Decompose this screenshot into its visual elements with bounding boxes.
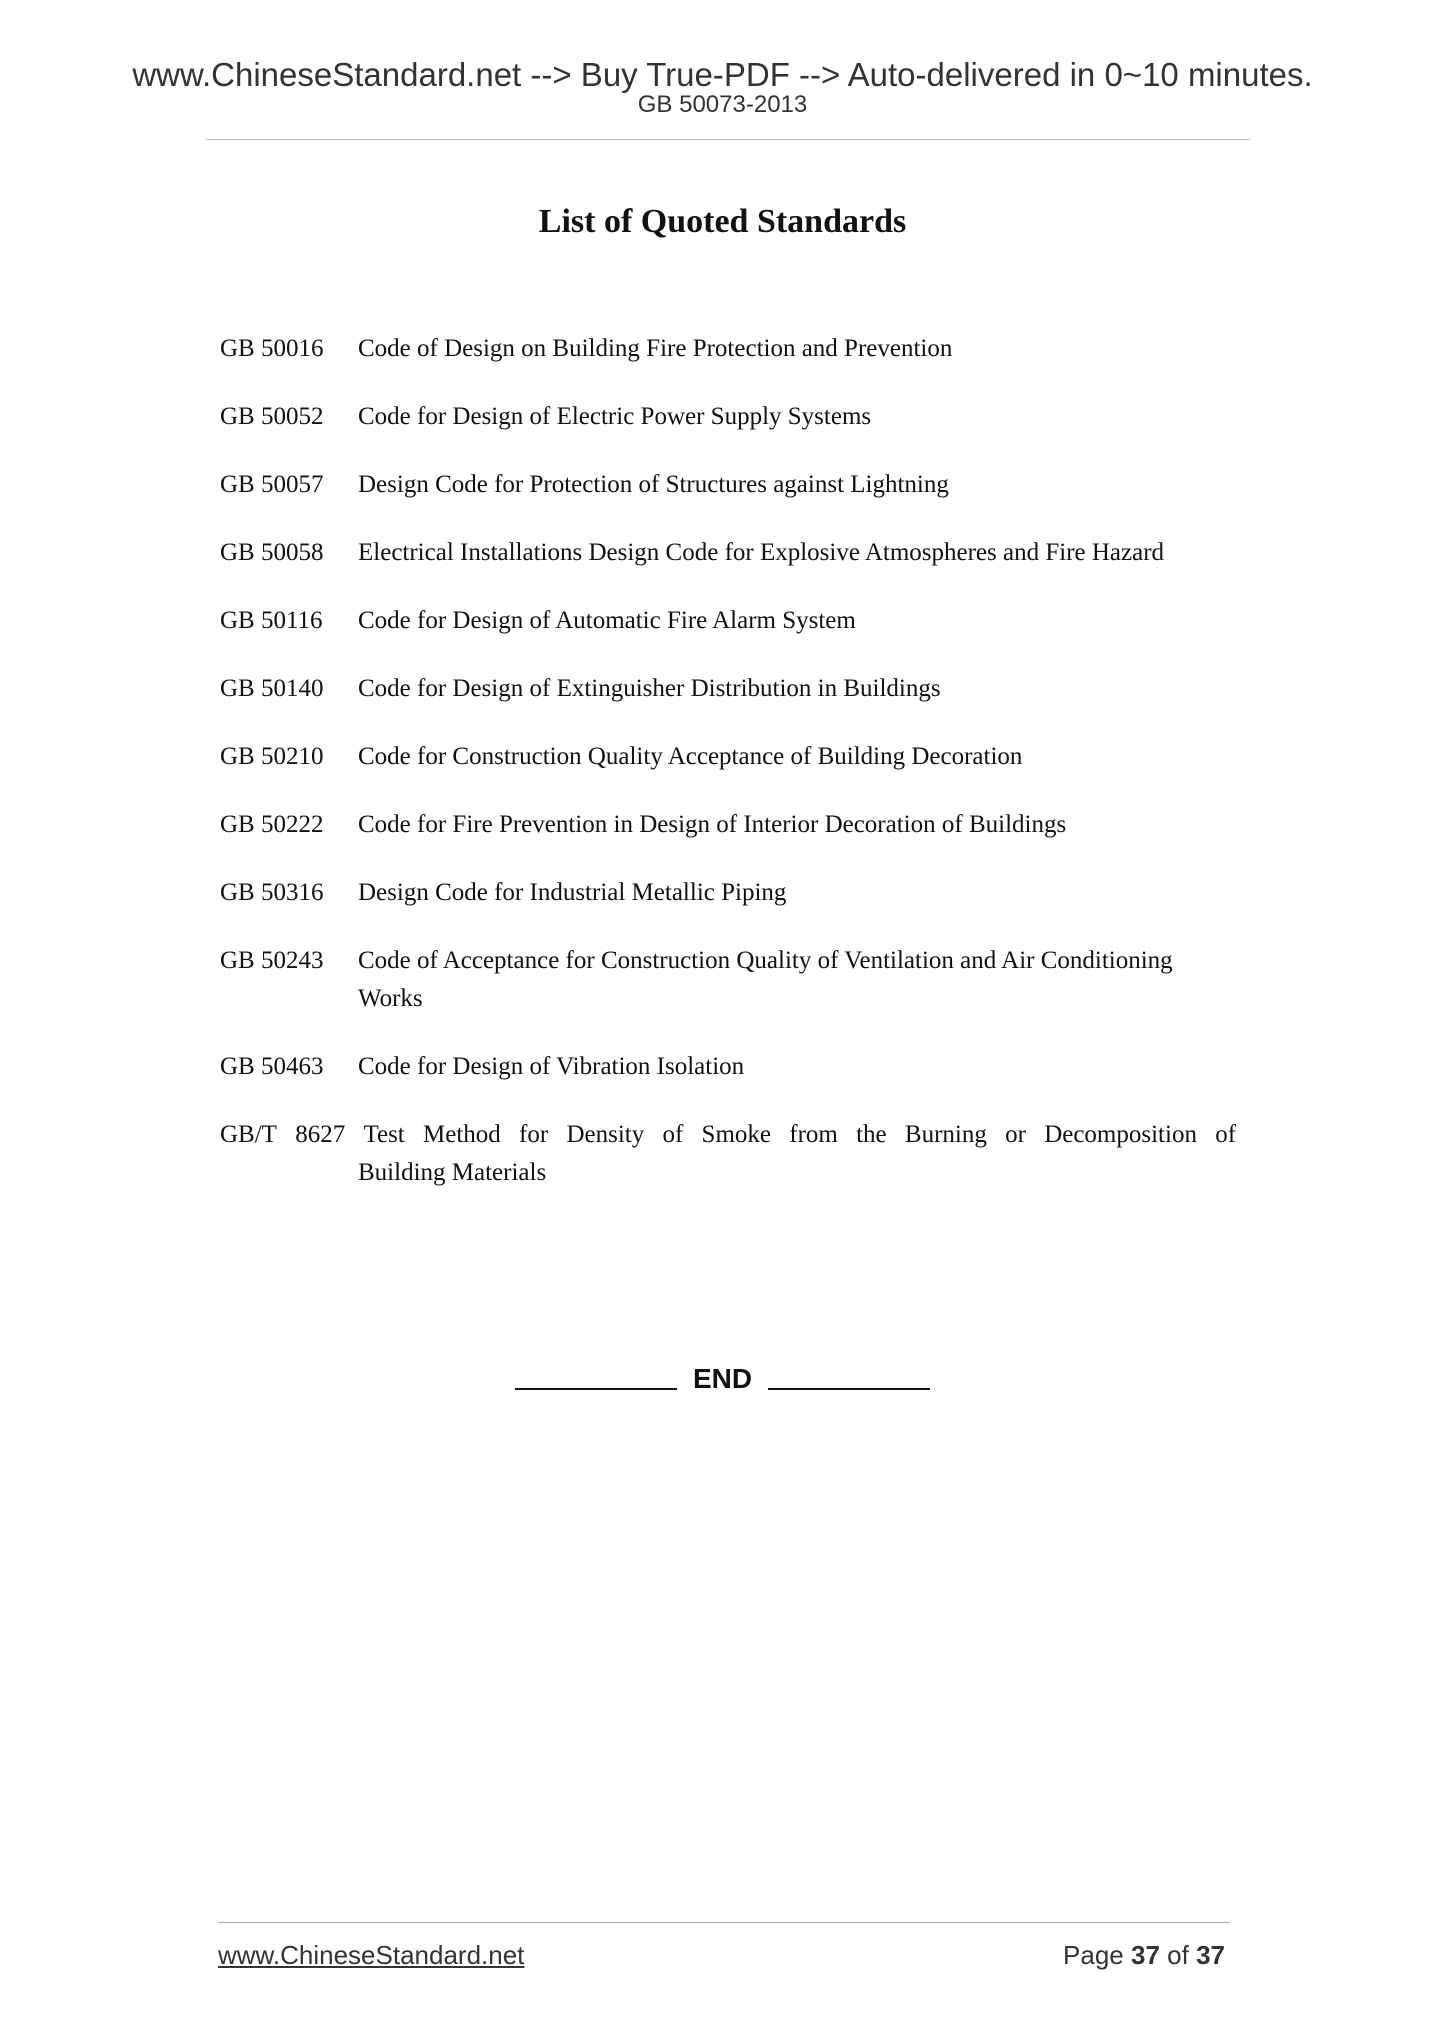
standard-entry xyxy=(220,806,1236,844)
standard-entry xyxy=(220,602,1236,640)
standard-entry xyxy=(220,670,1236,708)
standard-title: Code for Design of Automatic Fire Alarm System xyxy=(358,607,856,634)
standard-entry xyxy=(220,466,1236,504)
title-word: Smoke xyxy=(701,1121,771,1148)
standard-code: GB 50052 xyxy=(220,403,324,430)
standard-code: GB 50210 xyxy=(220,743,324,770)
title-word: Decomposition xyxy=(1044,1121,1197,1148)
footer-divider xyxy=(218,1922,1230,1923)
title-word: from xyxy=(789,1121,838,1148)
standard-entry xyxy=(220,1048,1236,1086)
standard-title: Code for Design of Vibration Isolation xyxy=(358,1053,745,1080)
quoted-standards-list xyxy=(220,330,1236,1192)
page-of: of xyxy=(1167,1940,1189,1970)
standard-entry xyxy=(220,874,1236,912)
standard-title: Code of Acceptance for Construction Quality of Ventilation and Air Conditioning Works xyxy=(358,947,1173,1012)
standard-title: Code of Design on Building Fire Protection and Prevention xyxy=(358,335,953,362)
standard-code: GB 50116 xyxy=(220,607,323,634)
title-word: Method xyxy=(423,1121,501,1148)
standard-code: GB 50222 xyxy=(220,811,324,838)
standard-title: Design Code for Industrial Metallic Piping xyxy=(358,879,787,906)
page-title: List of Quoted Standards xyxy=(538,203,907,240)
standard-title: Code for Fire Prevention in Design of Interior Decoration of Buildings xyxy=(358,811,1067,838)
title-word: of xyxy=(662,1121,684,1148)
standard-code: GB 50243 xyxy=(220,947,324,974)
standard-code-prefix: GB/T xyxy=(220,1121,277,1148)
document-code: GB 50073-2013 xyxy=(637,91,808,118)
page-label: Page xyxy=(1063,1940,1124,1970)
standard-title: Code for Design of Electric Power Supply Systems xyxy=(358,403,872,430)
standard-entry xyxy=(220,534,1236,572)
standard-code: GB 50058 xyxy=(220,539,324,566)
page-total: 37 xyxy=(1196,1940,1225,1970)
standard-code: GB 50057 xyxy=(220,471,324,498)
standard-entry xyxy=(220,942,1236,1018)
end-rule-left xyxy=(515,1388,677,1390)
standard-justified-line xyxy=(220,1116,1236,1154)
end-rule-right xyxy=(768,1388,930,1390)
title-word: Density xyxy=(566,1121,645,1148)
end-label: END xyxy=(692,1363,753,1394)
title-word: the xyxy=(856,1121,887,1148)
standard-code: GB 50140 xyxy=(220,675,324,702)
page-number xyxy=(1063,1939,1225,1971)
standard-entry-justified xyxy=(220,1116,1236,1192)
standard-code: GB 50016 xyxy=(220,335,324,362)
standard-entry xyxy=(220,738,1236,776)
title-word: Test xyxy=(363,1121,405,1148)
standard-title: Code for Design of Extinguisher Distribution in Buildings xyxy=(358,675,941,702)
standard-title-continuation: Building Materials xyxy=(358,1159,547,1186)
title-word: of xyxy=(1215,1121,1237,1148)
footer-website-link[interactable]: www.ChineseStandard.net xyxy=(218,1940,525,1970)
standard-title: Code for Construction Quality Acceptance of Building Decoration xyxy=(358,743,1023,770)
standard-title: Design Code for Protection of Structures against Lightning xyxy=(358,471,949,498)
standard-entry xyxy=(220,330,1236,368)
site-banner: www.ChineseStandard.net --> Buy True-PDF --> Auto-delivered in 0~10 minutes. xyxy=(132,56,1313,93)
title-word: for xyxy=(519,1121,549,1148)
standard-title: Electrical Installations Design Code for Explosive Atmospheres and Fire Hazard xyxy=(358,539,1165,566)
page-current: 37 xyxy=(1131,1940,1160,1970)
title-word: Burning xyxy=(904,1121,987,1148)
standard-code: GB 50463 xyxy=(220,1053,324,1080)
standard-code-number: 8627 xyxy=(295,1121,346,1148)
standard-entry xyxy=(220,398,1236,436)
standard-code: GB 50316 xyxy=(220,879,324,906)
end-marker xyxy=(0,1362,1445,1396)
title-word: or xyxy=(1005,1121,1026,1148)
header-divider xyxy=(206,139,1250,140)
